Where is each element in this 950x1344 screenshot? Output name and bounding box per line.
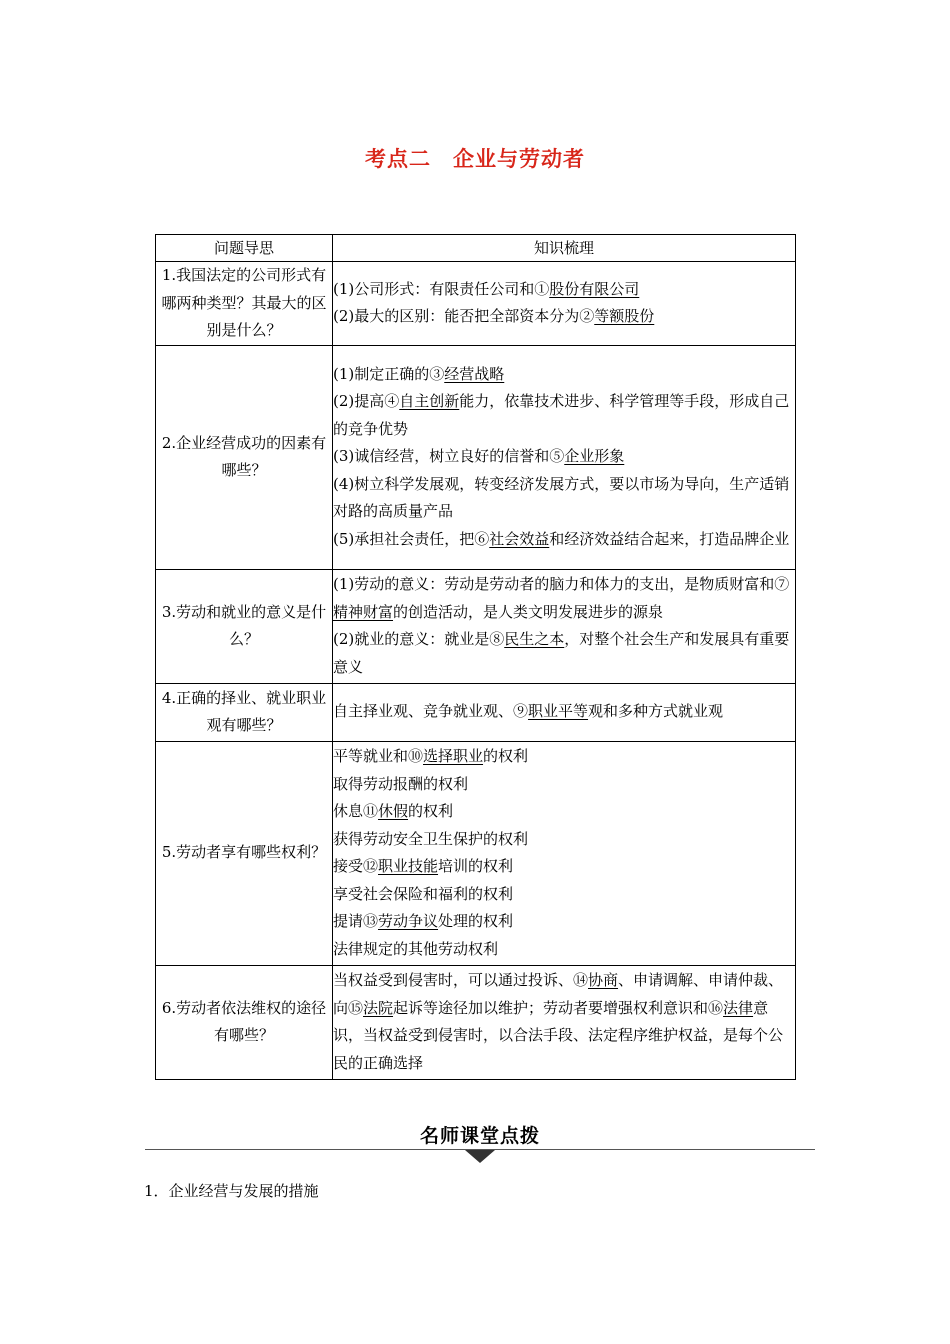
answer-blank: 自主创新 (399, 392, 460, 411)
answer-text: (1)公司形式：有限责任公司和① (333, 279, 550, 298)
answer-line (333, 471, 795, 526)
answer-text: 法律规定的其他劳动权利 (333, 939, 499, 958)
section-heading: 1．企业经营与发展的措施 (144, 1182, 319, 1200)
answer-text: 、申请调解、申请仲裁、向⑮ (333, 971, 784, 1017)
answer-blank: 等额股份 (594, 307, 655, 326)
answer-line (333, 526, 795, 554)
answer-cell (333, 965, 796, 1079)
answer-line (333, 936, 795, 964)
answer-text: 意识，当权益受到侵害时，以合法手段、法定程序维护权益，是每个公民的正确选择 (333, 998, 784, 1072)
answer-line (333, 388, 795, 443)
answer-text: 的创造活动，是人类文明发展进步的源泉 (393, 602, 664, 621)
table-row (156, 262, 796, 346)
answer-cell (333, 262, 796, 346)
answer-text: 观和多种方式就业观 (588, 702, 724, 721)
answer-line (333, 798, 795, 826)
answer-blank: 社会效益 (489, 529, 550, 548)
answer-blank: 休假 (378, 802, 409, 820)
answer-blank: 企业形象 (564, 447, 625, 466)
answer-line (333, 967, 795, 1077)
answer-line (333, 361, 795, 389)
table-row (156, 683, 796, 741)
answer-blank: 经营战略 (444, 364, 505, 383)
answer-text: 自主择业观、竞争就业观、⑨ (333, 702, 529, 721)
answer-line (333, 443, 795, 471)
triangle-down-icon (465, 1150, 495, 1163)
answer-blank: 法律 (723, 998, 754, 1017)
answer-text: 起诉等途径加以维护；劳动者要增强权利意识和⑯ (393, 998, 724, 1017)
answer-text: (2)最大的区别：能否把全部资本分为② (333, 307, 595, 326)
answer-text: 休息⑪ (333, 802, 379, 820)
header-question-guide: 问题导思 (156, 235, 333, 262)
question-cell: 6.劳动者依法维权的途径有哪些？ (156, 965, 333, 1079)
answer-text: (1)劳动的意义：劳动是劳动者的脑力和体力的支出，是物质财富和⑦ (333, 575, 790, 593)
answer-line (333, 743, 795, 771)
answer-cell (333, 683, 796, 741)
table-row (156, 569, 796, 683)
answer-line (333, 303, 795, 331)
answer-line (333, 276, 795, 304)
answer-text: 平等就业和⑩ (333, 747, 424, 765)
banner-title: 名师课堂点拨 (419, 1125, 540, 1147)
answer-text: 能力，依靠技术进步、科学管理等手段，形成自己的竞争优势 (333, 392, 790, 438)
answer-text: ，对整个社会生产和发展具有重要意义 (333, 630, 790, 676)
answer-blank: 职业技能 (378, 857, 439, 875)
answer-text: (2)就业的意义：就业是⑧ (333, 630, 505, 648)
answer-text: (1)制定正确的③ (333, 364, 445, 383)
table-header-row (156, 235, 796, 262)
knowledge-table (155, 234, 796, 1080)
page-title: 考点二 企业与劳动者 (365, 146, 585, 171)
answer-text: 获得劳动安全卫生保护的权利 (333, 829, 529, 848)
question-cell: 4.正确的择业、就业职业观有哪些？ (156, 683, 333, 741)
answer-line (333, 853, 795, 881)
question-cell: 1.我国法定的公司形式有哪两种类型？其最大的区别是什么？ (156, 262, 333, 346)
table-row (156, 965, 796, 1079)
answer-text: 培训的权利 (438, 857, 514, 875)
question-cell: 3.劳动和就业的意义是什么？ (156, 569, 333, 683)
answer-blank: 职业平等 (528, 702, 589, 721)
answer-text: (5)承担社会责任，把⑥ (333, 529, 490, 548)
answer-text: 享受社会保险和福利的权利 (333, 884, 514, 903)
answer-cell (333, 741, 796, 965)
answer-blank: 股份有限公司 (549, 279, 640, 298)
answer-blank: 法院 (363, 998, 394, 1017)
answer-blank: 精神财富 (333, 602, 394, 621)
answer-text: 的权利 (483, 747, 529, 765)
answer-blank: 协商 (588, 971, 619, 989)
answer-text: (4)树立科学发展观，转变经济发展方式，要以市场为导向，生产适销对路的高质量产品 (333, 474, 790, 521)
answer-cell (333, 569, 796, 683)
answer-text: 接受⑫ (333, 857, 379, 875)
answer-line (333, 698, 795, 726)
table-row (156, 345, 796, 569)
answer-text: 的权利 (408, 802, 454, 820)
answer-text: (3)诚信经营，树立良好的信誉和⑤ (333, 447, 565, 466)
section-banner (145, 1121, 815, 1161)
answer-line (333, 826, 795, 854)
answer-blank: 选择职业 (423, 747, 484, 765)
question-cell: 2.企业经营成功的因素有哪些？ (156, 345, 333, 569)
answer-text: (2)提高④ (333, 392, 400, 411)
answer-blank: 民生之本 (504, 630, 565, 648)
answer-blank: 劳动争议 (378, 912, 439, 930)
answer-line (333, 771, 795, 799)
answer-cell (333, 345, 796, 569)
answer-line (333, 908, 795, 936)
question-cell: 5.劳动者享有哪些权利？ (156, 741, 333, 965)
answer-text: 取得劳动报酬的权利 (333, 774, 469, 793)
answer-text: 处理的权利 (438, 912, 514, 930)
answer-line (333, 571, 795, 626)
table-row (156, 741, 796, 965)
answer-text: 和经济效益结合起来，打造品牌企业 (549, 529, 790, 548)
header-knowledge-summary: 知识梳理 (333, 235, 796, 262)
answer-text: 当权益受到侵害时，可以通过投诉、⑭ (333, 971, 589, 989)
answer-text: 提请⑬ (333, 912, 379, 930)
answer-line (333, 881, 795, 909)
answer-line (333, 626, 795, 681)
